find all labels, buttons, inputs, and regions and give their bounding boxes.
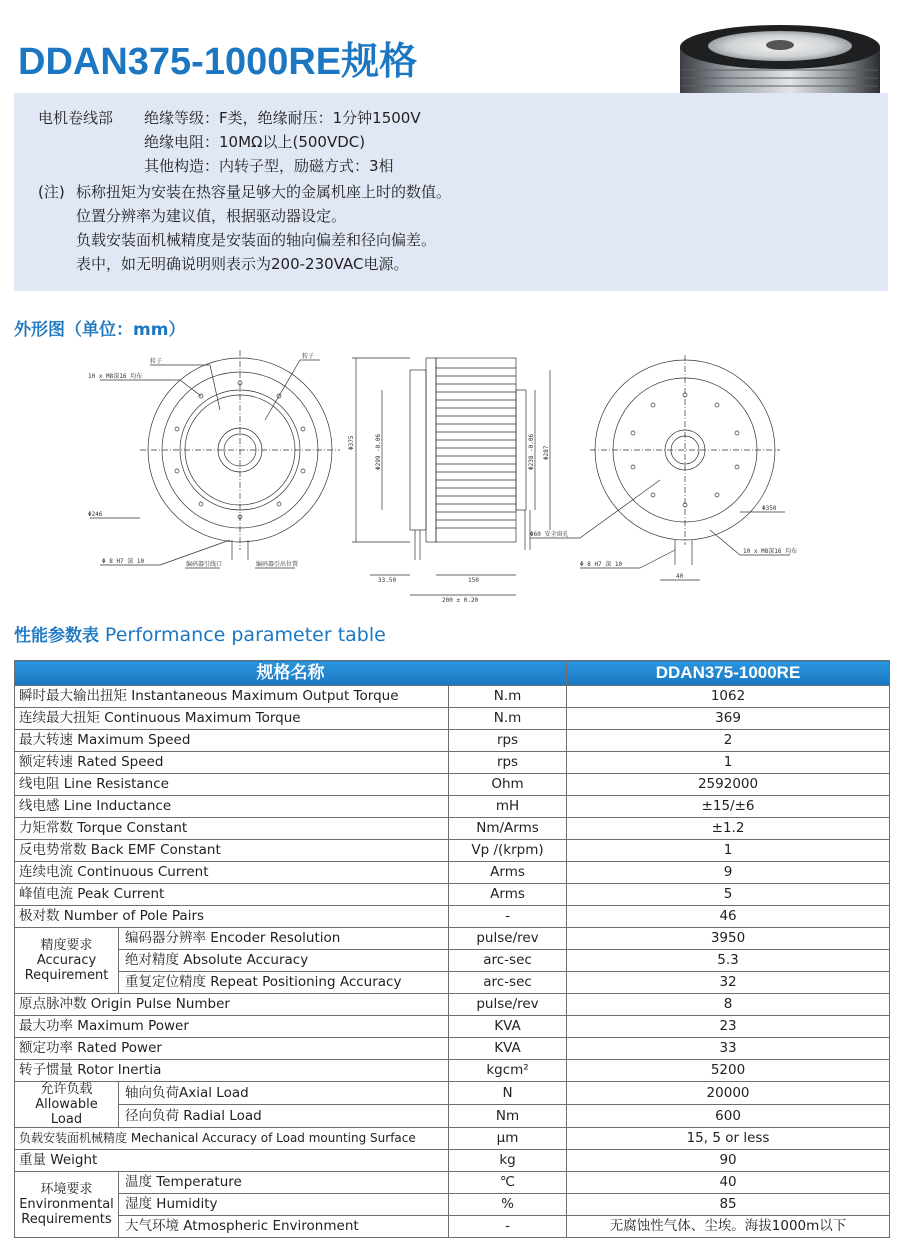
- spec-box: [14, 93, 888, 291]
- group-label-line: 环境要求: [40, 1182, 93, 1197]
- param-value: 600: [567, 1105, 890, 1128]
- table-row: [15, 1038, 890, 1060]
- front-label-b: 转子: [302, 353, 315, 360]
- table-row: [15, 906, 890, 928]
- front-pin-label: Φ 8 H7 深 10: [102, 558, 145, 565]
- spec-insulation-resistance: 绝缘电阻：10MΩ以上(500VDC): [144, 133, 366, 151]
- table-row: [15, 1105, 890, 1128]
- dia-375-label: Φ375: [348, 435, 355, 450]
- dim-200-label: 200 ± 0.20: [442, 597, 479, 604]
- note-1: 标称扭矩为安装在热容量足够大的金属机座上时的数值。: [76, 183, 452, 201]
- param-name: 额定功率 Rated Power: [15, 1038, 449, 1060]
- param-unit: kgcm²: [449, 1060, 567, 1082]
- group-label: [15, 1082, 119, 1128]
- dim-40-label: 40: [676, 573, 684, 580]
- param-name: 绝对精度 Absolute Accuracy: [119, 950, 449, 972]
- header-model: DDAN375-1000RE: [567, 661, 890, 686]
- outline-drawings: [60, 350, 860, 610]
- perf-heading: [14, 621, 386, 646]
- perf-heading-cn: 性能参数表: [14, 626, 99, 646]
- param-value: 33: [567, 1038, 890, 1060]
- spec-structure: 其他构造：内转子型，励磁方式：3相: [144, 157, 394, 175]
- param-value: 1: [567, 840, 890, 862]
- dia-60-label: Φ60 安全窗孔: [530, 531, 569, 538]
- side-view: [348, 358, 550, 604]
- param-value: 无腐蚀性气体、尘埃。海拔1000m以下: [567, 1216, 890, 1238]
- table-row: [15, 928, 890, 950]
- param-value: 2: [567, 730, 890, 752]
- table-row: [15, 752, 890, 774]
- param-value: 23: [567, 1016, 890, 1038]
- performance-table: [14, 660, 890, 1238]
- table-row: [15, 1194, 890, 1216]
- back-pin-label: Φ 8 H7 深 10: [580, 561, 623, 568]
- table-row: [15, 1150, 890, 1172]
- param-value: 40: [567, 1172, 890, 1194]
- param-unit: Vp /(krpm): [449, 840, 567, 862]
- param-name: 连续最大扭矩 Continuous Maximum Torque: [15, 708, 449, 730]
- group-label: [15, 1172, 119, 1238]
- param-value: 3950: [567, 928, 890, 950]
- param-value: 8: [567, 994, 890, 1016]
- param-value: 369: [567, 708, 890, 730]
- param-value: ±1.2: [567, 818, 890, 840]
- note-label: (注): [38, 183, 65, 201]
- table-row: [15, 1060, 890, 1082]
- outline-heading: 外形图（单位：mm）: [14, 320, 186, 340]
- param-unit: ℃: [449, 1172, 567, 1194]
- param-value: 1062: [567, 686, 890, 708]
- group-label: [15, 928, 119, 994]
- page-title: DDAN375-1000RE规格: [18, 41, 418, 83]
- back-holes-label: 10 x M8深16 均布: [743, 548, 798, 555]
- table-row: [15, 1128, 890, 1150]
- param-value: 15, 5 or less: [567, 1128, 890, 1150]
- table-row: [15, 1172, 890, 1194]
- param-unit: Ohm: [449, 774, 567, 796]
- param-name: 连续电流 Continuous Current: [15, 862, 449, 884]
- dia-350-label: Φ350: [762, 505, 777, 512]
- param-unit: KVA: [449, 1016, 567, 1038]
- group-label-line: 精度要求: [40, 938, 93, 953]
- param-name: 重量 Weight: [15, 1150, 449, 1172]
- param-name: 瞬时最大输出扭矩 Instantaneous Maximum Output Torque: [15, 686, 449, 708]
- table-row: [15, 994, 890, 1016]
- param-value: 2592000: [567, 774, 890, 796]
- param-unit: -: [449, 906, 567, 928]
- table-row: [15, 730, 890, 752]
- note-3: 负载安装面机械精度是安装面的轴向偏差和径向偏差。: [76, 231, 437, 249]
- param-name: 轴向负荷Axial Load: [119, 1082, 449, 1105]
- param-unit: %: [449, 1194, 567, 1216]
- param-name: 反电势常数 Back EMF Constant: [15, 840, 449, 862]
- param-name: 径向负荷 Radial Load: [119, 1105, 449, 1128]
- param-unit: μm: [449, 1128, 567, 1150]
- param-value: 1: [567, 752, 890, 774]
- param-name: 转子惯量 Rotor Inertia: [15, 1060, 449, 1082]
- dim-150-label: 150: [468, 577, 479, 584]
- dia-246-label: Φ246: [88, 511, 103, 518]
- param-value: 90: [567, 1150, 890, 1172]
- param-name: 线电感 Line Inductance: [15, 796, 449, 818]
- param-name: 最大转速 Maximum Speed: [15, 730, 449, 752]
- param-unit: Nm: [449, 1105, 567, 1128]
- param-unit: Arms: [449, 884, 567, 906]
- param-name: 峰值电流 Peak Current: [15, 884, 449, 906]
- param-name: 编码器分辨率 Encoder Resolution: [119, 928, 449, 950]
- back-view: [530, 355, 797, 580]
- param-unit: rps: [449, 752, 567, 774]
- table-row: [15, 1082, 890, 1105]
- param-name: 线电阻 Line Resistance: [15, 774, 449, 796]
- group-label-line: Allowable Load: [35, 1097, 98, 1127]
- param-name: 额定转速 Rated Speed: [15, 752, 449, 774]
- note-4: 表中，如无明确说明则表示为200-230VAC电源。: [76, 255, 409, 273]
- dim-3350-label: 33.50: [378, 577, 397, 584]
- param-unit: Nm/Arms: [449, 818, 567, 840]
- spec-insulation-class: 绝缘等级：F类，绝缘耐压：1分钟1500V: [144, 109, 421, 127]
- param-unit: Arms: [449, 862, 567, 884]
- front-label-d: 编码器引出位置: [256, 561, 299, 568]
- table-row: [15, 1216, 890, 1238]
- param-unit: rps: [449, 730, 567, 752]
- param-name: 力矩常数 Torque Constant: [15, 818, 449, 840]
- param-unit: N.m: [449, 708, 567, 730]
- param-unit: -: [449, 1216, 567, 1238]
- dia-299-label: Φ299 -0.06: [375, 433, 382, 470]
- group-label-line: 允许负载: [40, 1082, 93, 1097]
- param-name: 最大功率 Maximum Power: [15, 1016, 449, 1038]
- param-unit: KVA: [449, 1038, 567, 1060]
- table-header-row: [15, 661, 890, 686]
- table-row: [15, 686, 890, 708]
- dia-238-label: Φ238 -0.06: [528, 433, 535, 470]
- group-label-line: Environmental: [19, 1197, 114, 1212]
- table-row: [15, 972, 890, 994]
- param-value: 9: [567, 862, 890, 884]
- param-value: 5: [567, 884, 890, 906]
- group-label-line: Accuracy: [36, 953, 97, 968]
- param-name: 湿度 Humidity: [119, 1194, 449, 1216]
- group-label-line: Requirement: [24, 968, 109, 983]
- param-unit: pulse/rev: [449, 994, 567, 1016]
- param-value: 5.3: [567, 950, 890, 972]
- param-name: 极对数 Number of Pole Pairs: [15, 906, 449, 928]
- param-value: 5200: [567, 1060, 890, 1082]
- table-row: [15, 708, 890, 730]
- table-row: [15, 818, 890, 840]
- table-row: [15, 1016, 890, 1038]
- param-name: 重复定位精度 Repeat Positioning Accuracy: [119, 972, 449, 994]
- param-unit: mH: [449, 796, 567, 818]
- front-holes-label: 10 x M8深16 均布: [88, 373, 143, 380]
- param-name: 原点脉冲数 Origin Pulse Number: [15, 994, 449, 1016]
- param-value: 20000: [567, 1082, 890, 1105]
- param-value: ±15/±6: [567, 796, 890, 818]
- header-spec-name: 规格名称: [15, 661, 567, 686]
- param-name: 温度 Temperature: [119, 1172, 449, 1194]
- note-2: 位置分辨率为建议值，根据驱动器设定。: [76, 207, 347, 225]
- perf-heading-en: Performance parameter table: [104, 624, 386, 646]
- group-label-line: Requirements: [21, 1212, 112, 1227]
- param-unit: arc-sec: [449, 972, 567, 994]
- param-unit: N.m: [449, 686, 567, 708]
- param-name: 负载安装面机械精度 Mechanical Accuracy of Load mounting Surface: [15, 1128, 449, 1150]
- table-row: [15, 950, 890, 972]
- front-label-c: 编码器引线口: [186, 561, 223, 568]
- param-name: 大气环境 Atmospheric Environment: [119, 1216, 449, 1238]
- front-view: [88, 350, 340, 568]
- param-value: 46: [567, 906, 890, 928]
- param-unit: kg: [449, 1150, 567, 1172]
- param-unit: pulse/rev: [449, 928, 567, 950]
- table-row: [15, 884, 890, 906]
- table-row: [15, 796, 890, 818]
- dia-287-label: Φ287: [543, 445, 550, 460]
- table-row: [15, 840, 890, 862]
- param-value: 32: [567, 972, 890, 994]
- front-label-a: 转子: [150, 358, 163, 365]
- spec-label-winding: 电机卷线部: [38, 109, 114, 127]
- param-unit: arc-sec: [449, 950, 567, 972]
- param-unit: N: [449, 1082, 567, 1105]
- table-row: [15, 774, 890, 796]
- table-row: [15, 862, 890, 884]
- param-value: 85: [567, 1194, 890, 1216]
